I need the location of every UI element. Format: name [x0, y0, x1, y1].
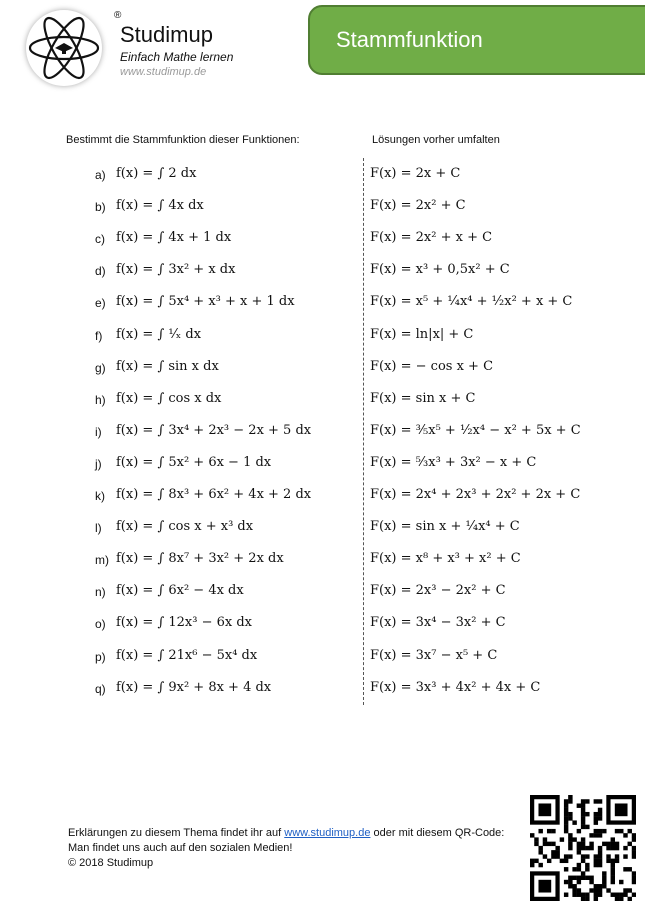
exercise-label: j) [95, 456, 102, 471]
exercise-problem: f(x) = ∫ 4x dx [116, 198, 204, 214]
exercise-row [0, 449, 645, 479]
exercise-problem: f(x) = ∫ 12x³ − 6x dx [116, 615, 252, 631]
exercise-label: a) [95, 168, 106, 182]
exercise-solution: F(x) = 2x³ − 2x² + C [370, 583, 506, 599]
brand-tagline: Einfach Mathe lernen [120, 50, 234, 64]
exercise-solution: F(x) = ln|x| + C [370, 326, 474, 342]
title-banner [308, 5, 645, 75]
exercise-label: i) [95, 424, 102, 439]
exercise-row [0, 674, 645, 704]
logo [18, 6, 122, 90]
exercise-solution: F(x) = 2x⁴ + 2x³ + 2x² + 2x + C [370, 487, 581, 502]
brand-block [120, 22, 233, 78]
exercise-problem: f(x) = ∫ 21x⁶ − 5x⁴ dx [116, 647, 258, 663]
exercise-problem: f(x) = ∫ 5x² + 6x − 1 dx [116, 454, 272, 470]
exercise-problem: f(x) = ∫ 9x² + 8x + 4 dx [116, 679, 272, 695]
exercise-row [0, 577, 645, 607]
footer [68, 826, 504, 871]
exercise-row [0, 417, 645, 447]
exercise-label: b) [95, 200, 106, 215]
exercise-row [0, 481, 645, 511]
exercise-solution: F(x) = x³ + 0,5x² + C [370, 262, 510, 278]
exercise-solution: F(x) = sin x + ¹⁄₄x⁴ + C [370, 519, 520, 535]
page-title: Stammfunktion [336, 27, 483, 52]
exercise-row [0, 321, 645, 351]
brand-url: www.studimup.de [120, 66, 207, 78]
instructions-left: Bestimmt die Stammfunktion dieser Funktionen: [66, 134, 300, 146]
exercise-label: k) [95, 489, 105, 503]
registered-mark: ® [114, 10, 122, 21]
exercise-solution: F(x) = 3x⁴ − 3x² + C [370, 615, 506, 631]
exercise-row [0, 224, 645, 254]
exercise-solution: F(x) = x⁵ + ¹⁄₄x⁴ + ¹⁄₂x² + x + C [370, 294, 573, 310]
exercise-problem: f(x) = ∫ 4x + 1 dx [116, 230, 232, 246]
exercise-solution: F(x) = ⁵⁄₃x³ + 3x² − x + C [370, 454, 537, 470]
exercise-label: n) [95, 585, 106, 600]
exercise-label: o) [95, 617, 106, 632]
exercise-problem: f(x) = ∫ 8x³ + 6x² + 4x + 2 dx [116, 487, 312, 502]
exercise-problem: f(x) = ∫ 6x² − 4x dx [116, 583, 244, 599]
footer-copyright: © 2018 Studimup [68, 857, 154, 869]
footer-line-2: Man findet uns auch auf den sozialen Medien! [68, 842, 293, 854]
exercise-problem: f(x) = ∫ 3x⁴ + 2x³ − 2x + 5 dx [116, 422, 312, 438]
exercise-row [0, 353, 645, 383]
exercise-row [0, 513, 645, 543]
footer-line-1 [68, 826, 504, 841]
exercise-row [0, 609, 645, 639]
brand-name: Studimup [120, 22, 213, 47]
exercise-solution: F(x) = 3x³ + 4x² + 4x + C [370, 679, 541, 695]
exercise-solution: F(x) = 3x⁷ − x⁵ + C [370, 647, 498, 663]
exercise-solution: F(x) = sin x + C [370, 390, 476, 406]
exercise-row [0, 192, 645, 222]
exercise-problem: f(x) = ∫ 5x⁴ + x³ + x + 1 dx [116, 294, 295, 310]
exercise-solution: F(x) = − cos x + C [370, 358, 494, 374]
exercise-label: q) [95, 681, 106, 696]
exercise-problem: f(x) = ∫ 8x⁷ + 3x² + 2x dx [116, 551, 284, 567]
exercise-label: e) [95, 296, 106, 311]
exercise-solution: F(x) = x⁸ + x³ + x² + C [370, 551, 521, 567]
footer-prefix: Erklärungen zu diesem Thema findet ihr auf [68, 827, 285, 839]
exercise-label: d) [95, 264, 106, 279]
exercise-solution: F(x) = 2x² + x + C [370, 230, 493, 246]
qr-code-icon[interactable] [530, 795, 636, 901]
exercise-problem: f(x) = ∫ 3x² + x dx [116, 262, 236, 278]
instructions-right: Lösungen vorher umfalten [372, 134, 500, 146]
footer-suffix: oder mit diesem QR-Code: [370, 827, 505, 839]
exercise-problem: f(x) = ∫ cos x dx [116, 390, 222, 406]
exercise-row [0, 385, 645, 415]
exercise-row [0, 288, 645, 318]
exercise-problem: f(x) = ∫ sin x dx [116, 358, 219, 374]
exercise-label: l) [95, 521, 102, 536]
exercise-label: h) [95, 392, 106, 407]
exercise-row [0, 642, 645, 672]
exercise-problem: f(x) = ∫ cos x + x³ dx [116, 519, 254, 535]
exercise-row [0, 256, 645, 286]
exercise-label: m) [95, 553, 109, 568]
exercise-label: g) [95, 360, 106, 375]
footer-link[interactable]: www.studimup.de [284, 827, 371, 839]
exercise-row [0, 545, 645, 575]
exercise-label: c) [95, 232, 105, 247]
exercise-problem: f(x) = ∫ ¹⁄ₓ dx [116, 326, 202, 342]
exercise-problem: f(x) = ∫ 2 dx [116, 166, 197, 181]
exercise-row [0, 160, 645, 190]
exercise-solution: F(x) = 2x + C [370, 166, 461, 181]
atom-logo-icon [26, 10, 102, 86]
exercise-solution: F(x) = 2x² + C [370, 198, 466, 214]
exercise-label: f) [95, 328, 103, 343]
exercise-solution: F(x) = ³⁄₅x⁵ + ¹⁄₂x⁴ − x² + 5x + C [370, 422, 581, 438]
exercise-label: p) [95, 649, 106, 664]
